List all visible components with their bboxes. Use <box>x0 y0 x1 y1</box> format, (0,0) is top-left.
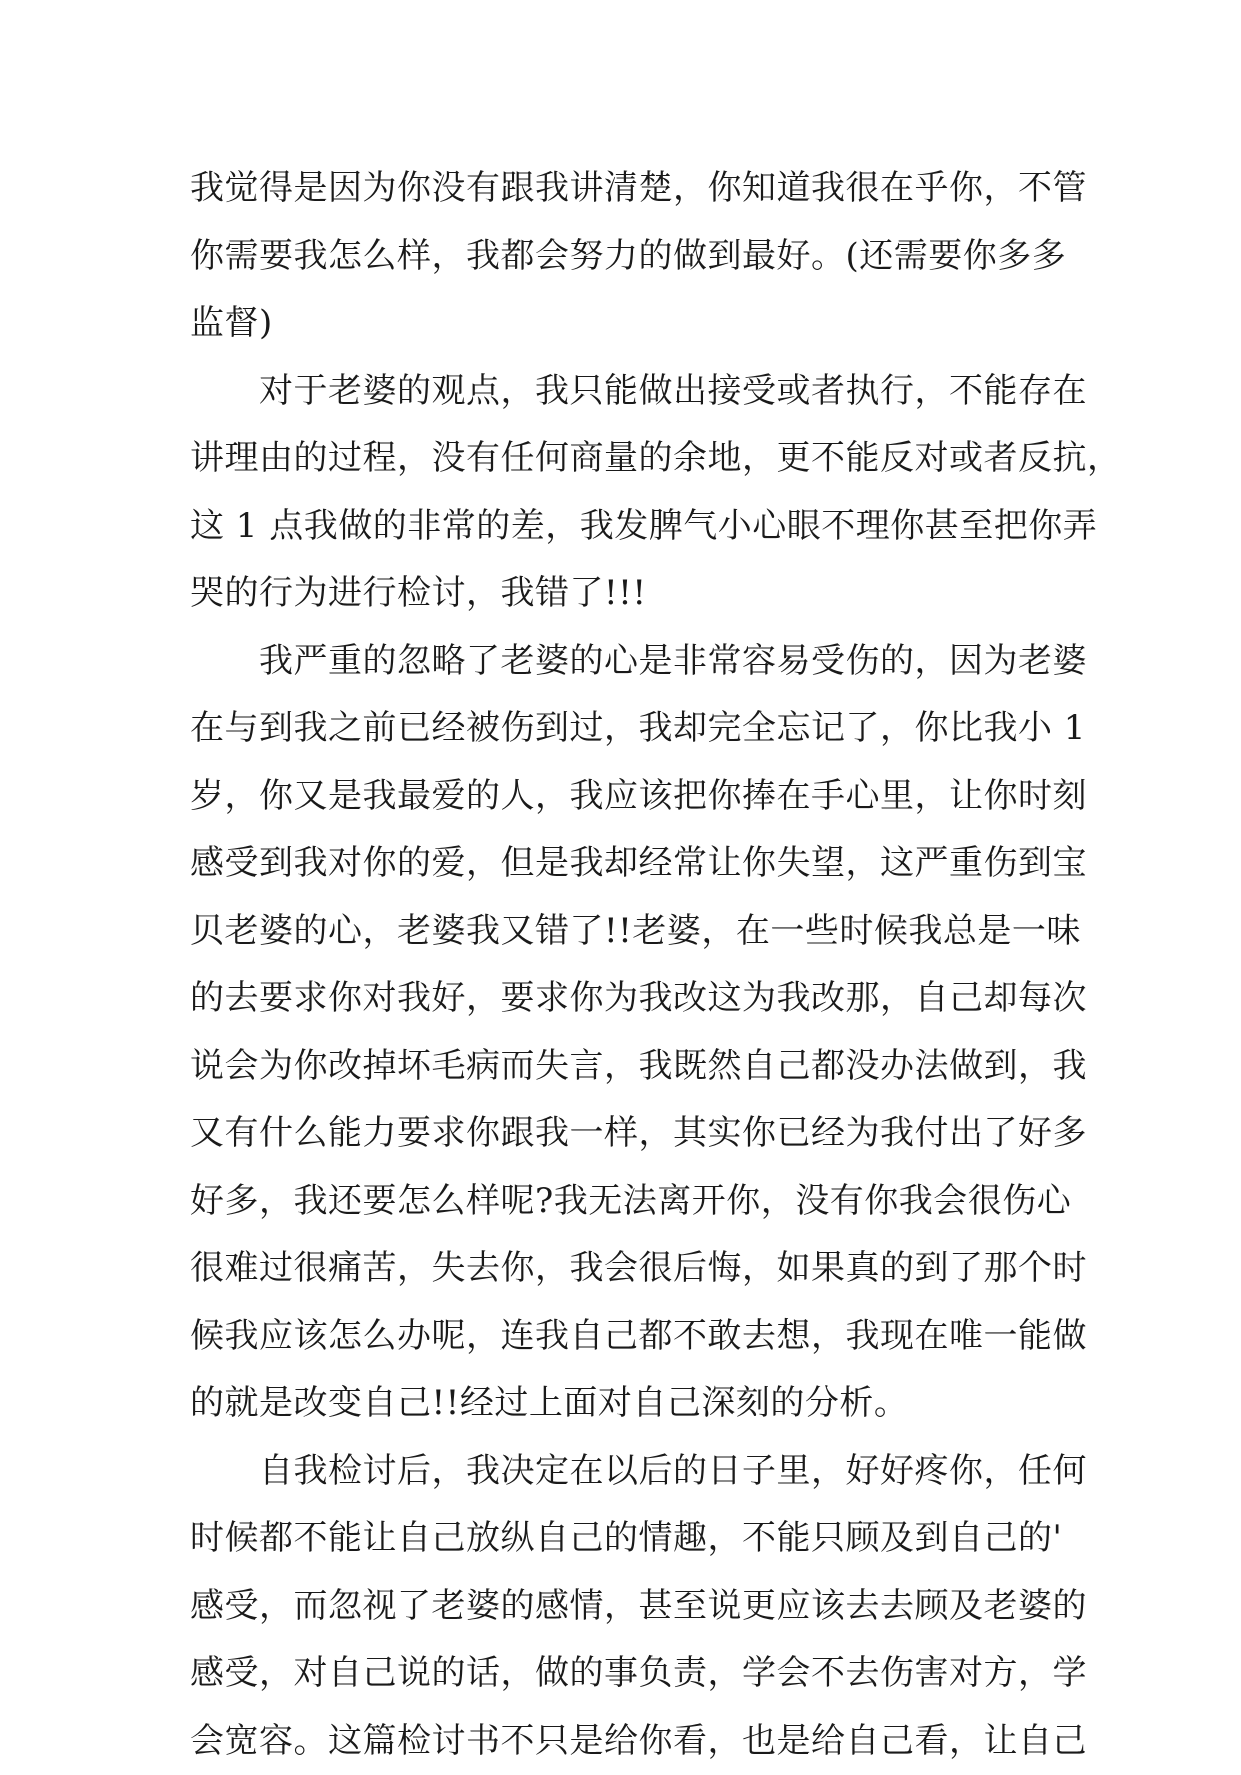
text-line: 又有什么能力要求你跟我一样，其实你已经为我付出了好多 <box>190 1100 1060 1168</box>
text-line: 我严重的忽略了老婆的心是非常容易受伤的，因为老婆 <box>190 628 1060 696</box>
text-line: 这 1 点我做的非常的差，我发脾气小心眼不理你甚至把你弄 <box>190 493 1060 561</box>
document-body <box>190 155 1060 1775</box>
text-line: 的去要求你对我好，要求你为我改这为我改那，自己却每次 <box>190 965 1060 1033</box>
text-line: 的就是改变自己!!经过上面对自己深刻的分析。 <box>190 1370 1060 1438</box>
text-line: 在与到我之前已经被伤到过，我却完全忘记了，你比我小 1 <box>190 695 1060 763</box>
text-line: 候我应该怎么办呢，连我自己都不敢去想，我现在唯一能做 <box>190 1303 1060 1371</box>
text-line: 会宽容。这篇检讨书不只是给你看，也是给自己看，让自己 <box>190 1708 1060 1775</box>
text-line: 你需要我怎么样，我都会努力的做到最好。(还需要你多多 <box>190 223 1060 291</box>
text-line: 好多，我还要怎么样呢?我无法离开你，没有你我会很伤心 <box>190 1168 1060 1236</box>
text-line: 时候都不能让自己放纵自己的情趣，不能只顾及到自己的' <box>190 1505 1060 1573</box>
text-line: 对于老婆的观点，我只能做出接受或者执行，不能存在 <box>190 358 1060 426</box>
text-line: 贝老婆的心，老婆我又错了!!老婆，在一些时候我总是一味 <box>190 898 1060 966</box>
text-line: 说会为你改掉坏毛病而失言，我既然自己都没办法做到，我 <box>190 1033 1060 1101</box>
text-line: 感受到我对你的爱，但是我却经常让你失望，这严重伤到宝 <box>190 830 1060 898</box>
text-line: 岁，你又是我最爱的人，我应该把你捧在手心里，让你时刻 <box>190 763 1060 831</box>
text-line: 讲理由的过程，没有任何商量的余地，更不能反对或者反抗， <box>190 425 1060 493</box>
text-line: 很难过很痛苦，失去你，我会很后悔，如果真的到了那个时 <box>190 1235 1060 1303</box>
text-line: 感受，对自己说的话，做的事负责，学会不去伤害对方，学 <box>190 1640 1060 1708</box>
text-line: 哭的行为进行检讨，我错了!!! <box>190 560 1060 628</box>
text-line: 自我检讨后，我决定在以后的日子里，好好疼你，任何 <box>190 1438 1060 1506</box>
text-line: 监督) <box>190 290 1060 358</box>
text-line: 感受，而忽视了老婆的感情，甚至说更应该去去顾及老婆的 <box>190 1573 1060 1641</box>
text-line: 我觉得是因为你没有跟我讲清楚，你知道我很在乎你，不管 <box>190 155 1060 223</box>
